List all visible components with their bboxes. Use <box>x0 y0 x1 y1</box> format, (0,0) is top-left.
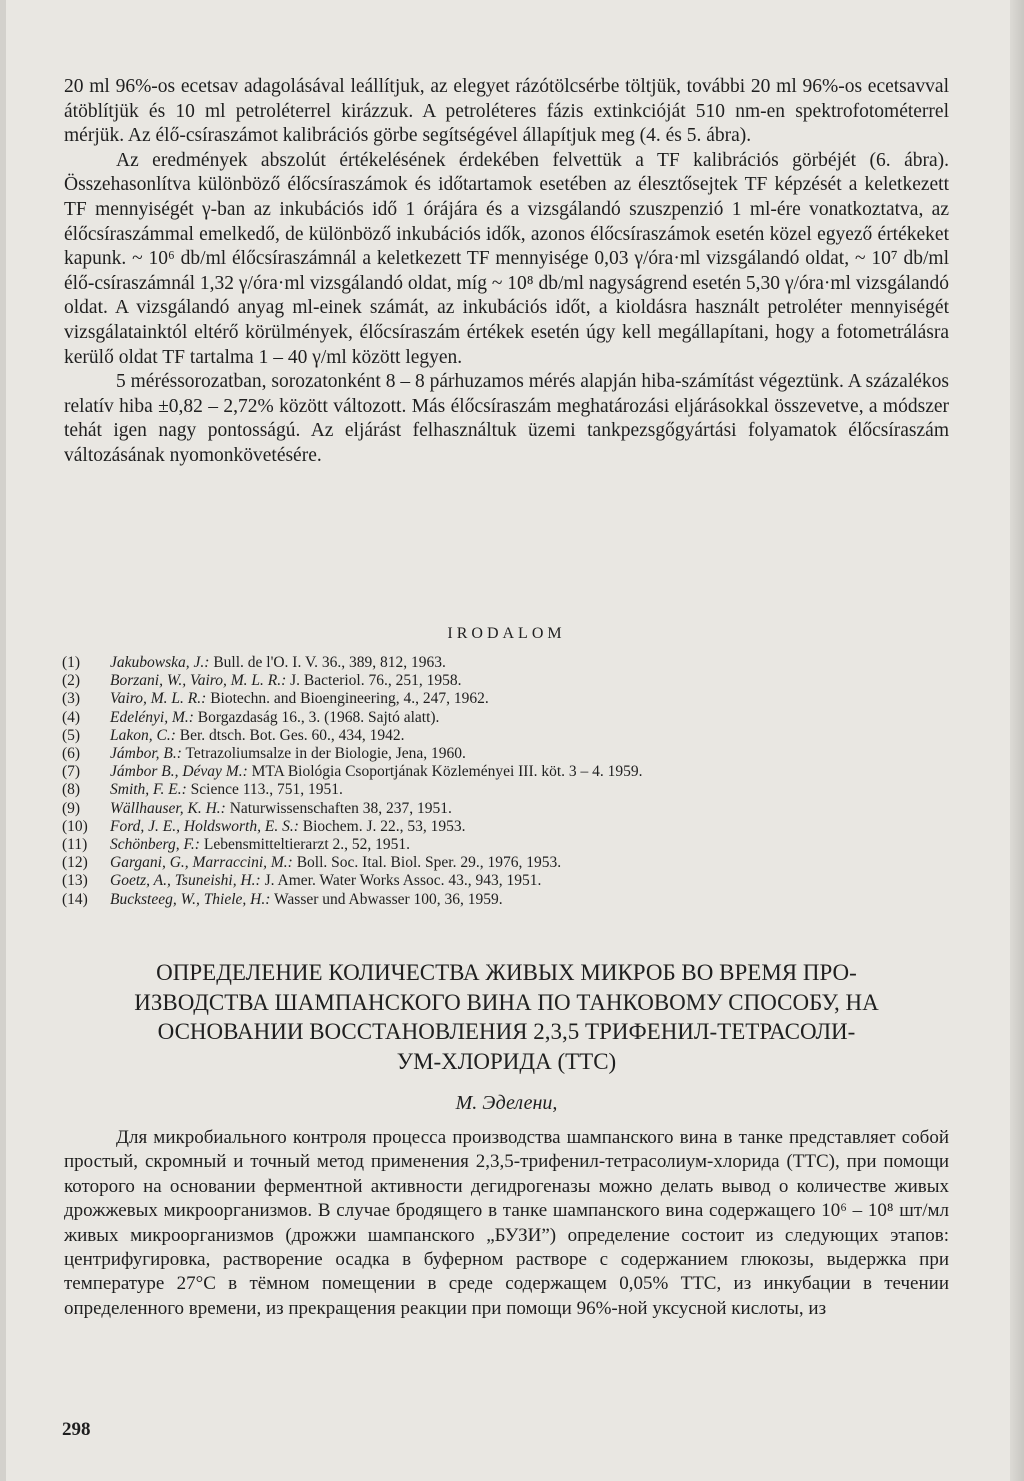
russian-title-line: УМ-ХЛОРИДА (ТТС) <box>396 1048 617 1074</box>
reference-item <box>62 854 962 872</box>
reference-authors: Jakubowska, J.: <box>110 654 210 671</box>
reference-authors: Wällhauser, K. H.: <box>110 799 226 817</box>
reference-source: Biotechn. and Bioengineering, 4., 247, 1962. <box>206 690 489 708</box>
reference-item <box>62 727 962 745</box>
reference-source: Naturwissenschaften 38, 237, 1951. <box>225 799 452 817</box>
reference-text <box>110 745 466 763</box>
reference-item <box>62 745 962 763</box>
reference-item <box>62 781 962 799</box>
hungarian-body <box>64 75 949 469</box>
reference-source: Borgazdaság 16., 3. (1968. Sajtó alatt). <box>193 708 440 726</box>
reference-number: (4) <box>62 708 81 726</box>
reference-number: (3) <box>62 690 81 708</box>
reference-text <box>110 672 461 690</box>
reference-item <box>62 763 962 781</box>
reference-text <box>110 781 343 799</box>
reference-number: (5) <box>62 726 81 744</box>
reference-authors: Gargani, G., Marraccini, M.: <box>110 854 293 872</box>
reference-text <box>110 727 405 745</box>
reference-item <box>62 818 962 836</box>
hungarian-paragraph: 5 méréssorozatban, sorozatonként 8 – 8 párhuzamos mérés alapján hiba-számítást végeztünk. A százalékos relatív hiba ±0,82 – 2,72% között változott. Más élőcsíraszám meghatározási eljárásokkal összevetve, a módszer tehát igen nagy pontosságú. Az eljárást felhasználtuk üzemi tankpezsgőgyártási folyamatok élőcsíraszám változásának nyomonkövetésére. <box>64 371 949 466</box>
reference-source: MTA Biológia Csoportjának Közleményei III. köt. 3 – 4. 1959. <box>247 763 643 781</box>
hungarian-paragraph: Az eredmények abszolút értékelésének érdekében felvettük a TF kalibrációs görbéjét (6. ábra). Összehasonlítva különböző élőcsíraszámok és időtartamok esetében az élesztősejtek TF képzését a keletkezett TF mennyiségét γ-ban az inkubációs idő 1 órájára és a vizsgálandó szuszpenzió 1 ml-ére vonatkoztatva, az élőcsíraszámmal emelkedő, de különböző inkubációs idők, azonos élőcsíraszámok esetén közel egyező értékeket kapunk. ~ 10⁶ db/ml élőcsíraszámnál a keletkezett TF mennyisége 0,03 γ/óra·ml vizsgálandó oldat, ~ 10⁷ db/ml élő-csíraszámnál 1,32 γ/óra·ml vizsgálandó oldat, míg ~ 10⁸ db/ml nagyságrend esetén 5,30 γ/óra·ml vizsgálandó oldat. A vizsgálandó anyag ml-einek számát, az inkubációs időt, a kioldásra használt petroléter mennyiségét vizsgálatainktól eltérő körülmények, élőcsíraszám értékek esetén úgy kell megállapítani, hogy a fotometrálásra kerülő oldat TF tartalma 1 – 40 γ/ml között legyen. <box>64 149 949 368</box>
russian-body <box>64 1126 949 1321</box>
reference-number: (12) <box>62 854 88 872</box>
page-edge-right <box>1010 0 1024 1481</box>
reference-number: (10) <box>62 817 88 835</box>
reference-source: Biochem. J. 22., 53, 1953. <box>298 817 466 835</box>
reference-number: (9) <box>62 799 81 817</box>
reference-authors: Ford, J. E., Holdsworth, E. S.: <box>110 817 299 835</box>
reference-number: (13) <box>62 872 88 890</box>
reference-text <box>110 763 643 781</box>
russian-paragraph: Для микробиального контроля процесса производства шампанского вина в танке представляет собой простый, скромный и точный метод применения 2,3,5-трифенил-тетрасолиум-хлорида (ТТС), при помощи которого на основании ферментной активности дегидрогеназы можно делать вывод о количестве живых дрожжевых микроорганизмов. В случае бродящего в танке шампанского вина содержащего 10⁶ – 10⁸ шт/мл живых микроорганизмов (дрожжи шампанского „БУЗИ”) определение состоит из следующих этапов: центрифугировка, растворение осадка в буферном растворе с содержанием глюкозы, выдержка при температуре 27°С в тёмном помещении в среде содержащем 0,05% ТТС, из инкубации в течении определенного времени, из прекращения реакции при помощи 96%-ной уксусной кислоты, из <box>64 1127 949 1319</box>
reference-source: Wasser und Abwasser 100, 36, 1959. <box>270 890 503 908</box>
reference-source: Bull. de l'O. I. V. 36., 389, 812, 1963. <box>209 654 446 671</box>
russian-title-line: ИЗВОДСТВА ШАМПАНСКОГО ВИНА ПО ТАНКОВОМУ СПОСОБУ, НА <box>134 989 879 1015</box>
reference-authors: Jámbor, B.: <box>110 745 182 763</box>
russian-title-line: ОПРЕДЕЛЕНИЕ КОЛИЧЕСТВА ЖИВЫХ МИКРОБ ВО ВРЕМЯ ПРО- <box>156 960 857 985</box>
reference-authors: Schönberg, F.: <box>110 836 200 854</box>
reference-item <box>62 672 962 690</box>
russian-title-line: ОСНОВАНИИ ВОССТАНОВЛЕНИЯ 2,3,5 ТРИФЕНИЛ-ТЕТРАСОЛИ- <box>157 1019 856 1044</box>
reference-text <box>110 891 503 909</box>
reference-authors: Smith, F. E.: <box>110 781 187 799</box>
reference-number: (14) <box>62 890 88 908</box>
reference-source: Ber. dtsch. Bot. Ges. 60., 434, 1942. <box>175 726 405 744</box>
reference-item <box>62 709 962 727</box>
reference-text <box>110 800 452 818</box>
reference-item <box>62 891 962 909</box>
page-edge-left <box>0 0 6 1481</box>
reference-number: (2) <box>62 672 81 690</box>
reference-authors: Lakon, C.: <box>110 726 176 744</box>
reference-source: Boll. Soc. Ital. Biol. Sper. 29., 1976, 1953. <box>292 854 562 872</box>
page-number: 298 <box>62 1419 91 1440</box>
reference-text <box>110 654 446 672</box>
reference-number: (7) <box>62 763 81 781</box>
reference-authors: Goetz, A., Tsuneishi, H.: <box>110 872 261 890</box>
russian-author: М. Эделени, <box>455 1092 558 1114</box>
reference-number: (11) <box>62 836 88 854</box>
reference-authors: Jámbor B., Dévay M.: <box>110 763 248 781</box>
reference-item <box>62 654 962 672</box>
russian-title <box>64 958 949 1076</box>
reference-item <box>62 690 962 708</box>
reference-source: Science 113., 751, 1951. <box>186 781 343 799</box>
reference-item <box>62 872 962 890</box>
reference-text <box>110 854 561 872</box>
reference-text <box>110 872 541 890</box>
reference-item <box>62 800 962 818</box>
reference-source: Tetrazoliumsalze in der Biologie, Jena, 1960. <box>181 745 466 763</box>
reference-number: (1) <box>62 654 81 671</box>
reference-item <box>62 836 962 854</box>
reference-text <box>110 709 439 727</box>
references-list <box>62 654 962 909</box>
reference-text <box>110 836 410 854</box>
reference-authors: Vairo, M. L. R.: <box>110 690 207 708</box>
reference-number: (8) <box>62 781 81 799</box>
reference-number: (6) <box>62 745 81 763</box>
reference-authors: Borzani, W., Vairo, M. L. R.: <box>110 672 287 690</box>
reference-source: J. Bacteriol. 76., 251, 1958. <box>286 672 462 690</box>
reference-authors: Bucksteeg, W., Thiele, H.: <box>110 890 271 908</box>
hungarian-paragraph: 20 ml 96%-os ecetsav adagolásával leállítjuk, az elegyet rázótölcsérbe töltjük, további 20 ml 96%-os ecetsavval átöblítjük és 10 ml petroléterrel kirázzuk. A petroléteres fázis extinkcióját 510 nm-en spektrofotométerrel mérjük. Az élő-csíraszámot kalibrációs görbe segítségével állapítjuk meg (4. és 5. ábra). <box>64 76 949 147</box>
reference-source: J. Amer. Water Works Assoc. 43., 943, 1951. <box>260 872 542 890</box>
references-title: IRODALOM <box>447 625 566 642</box>
reference-authors: Edelényi, M.: <box>110 708 194 726</box>
reference-source: Lebensmitteltierarzt 2., 52, 1951. <box>199 836 411 854</box>
reference-text <box>110 818 466 836</box>
reference-text <box>110 690 489 708</box>
